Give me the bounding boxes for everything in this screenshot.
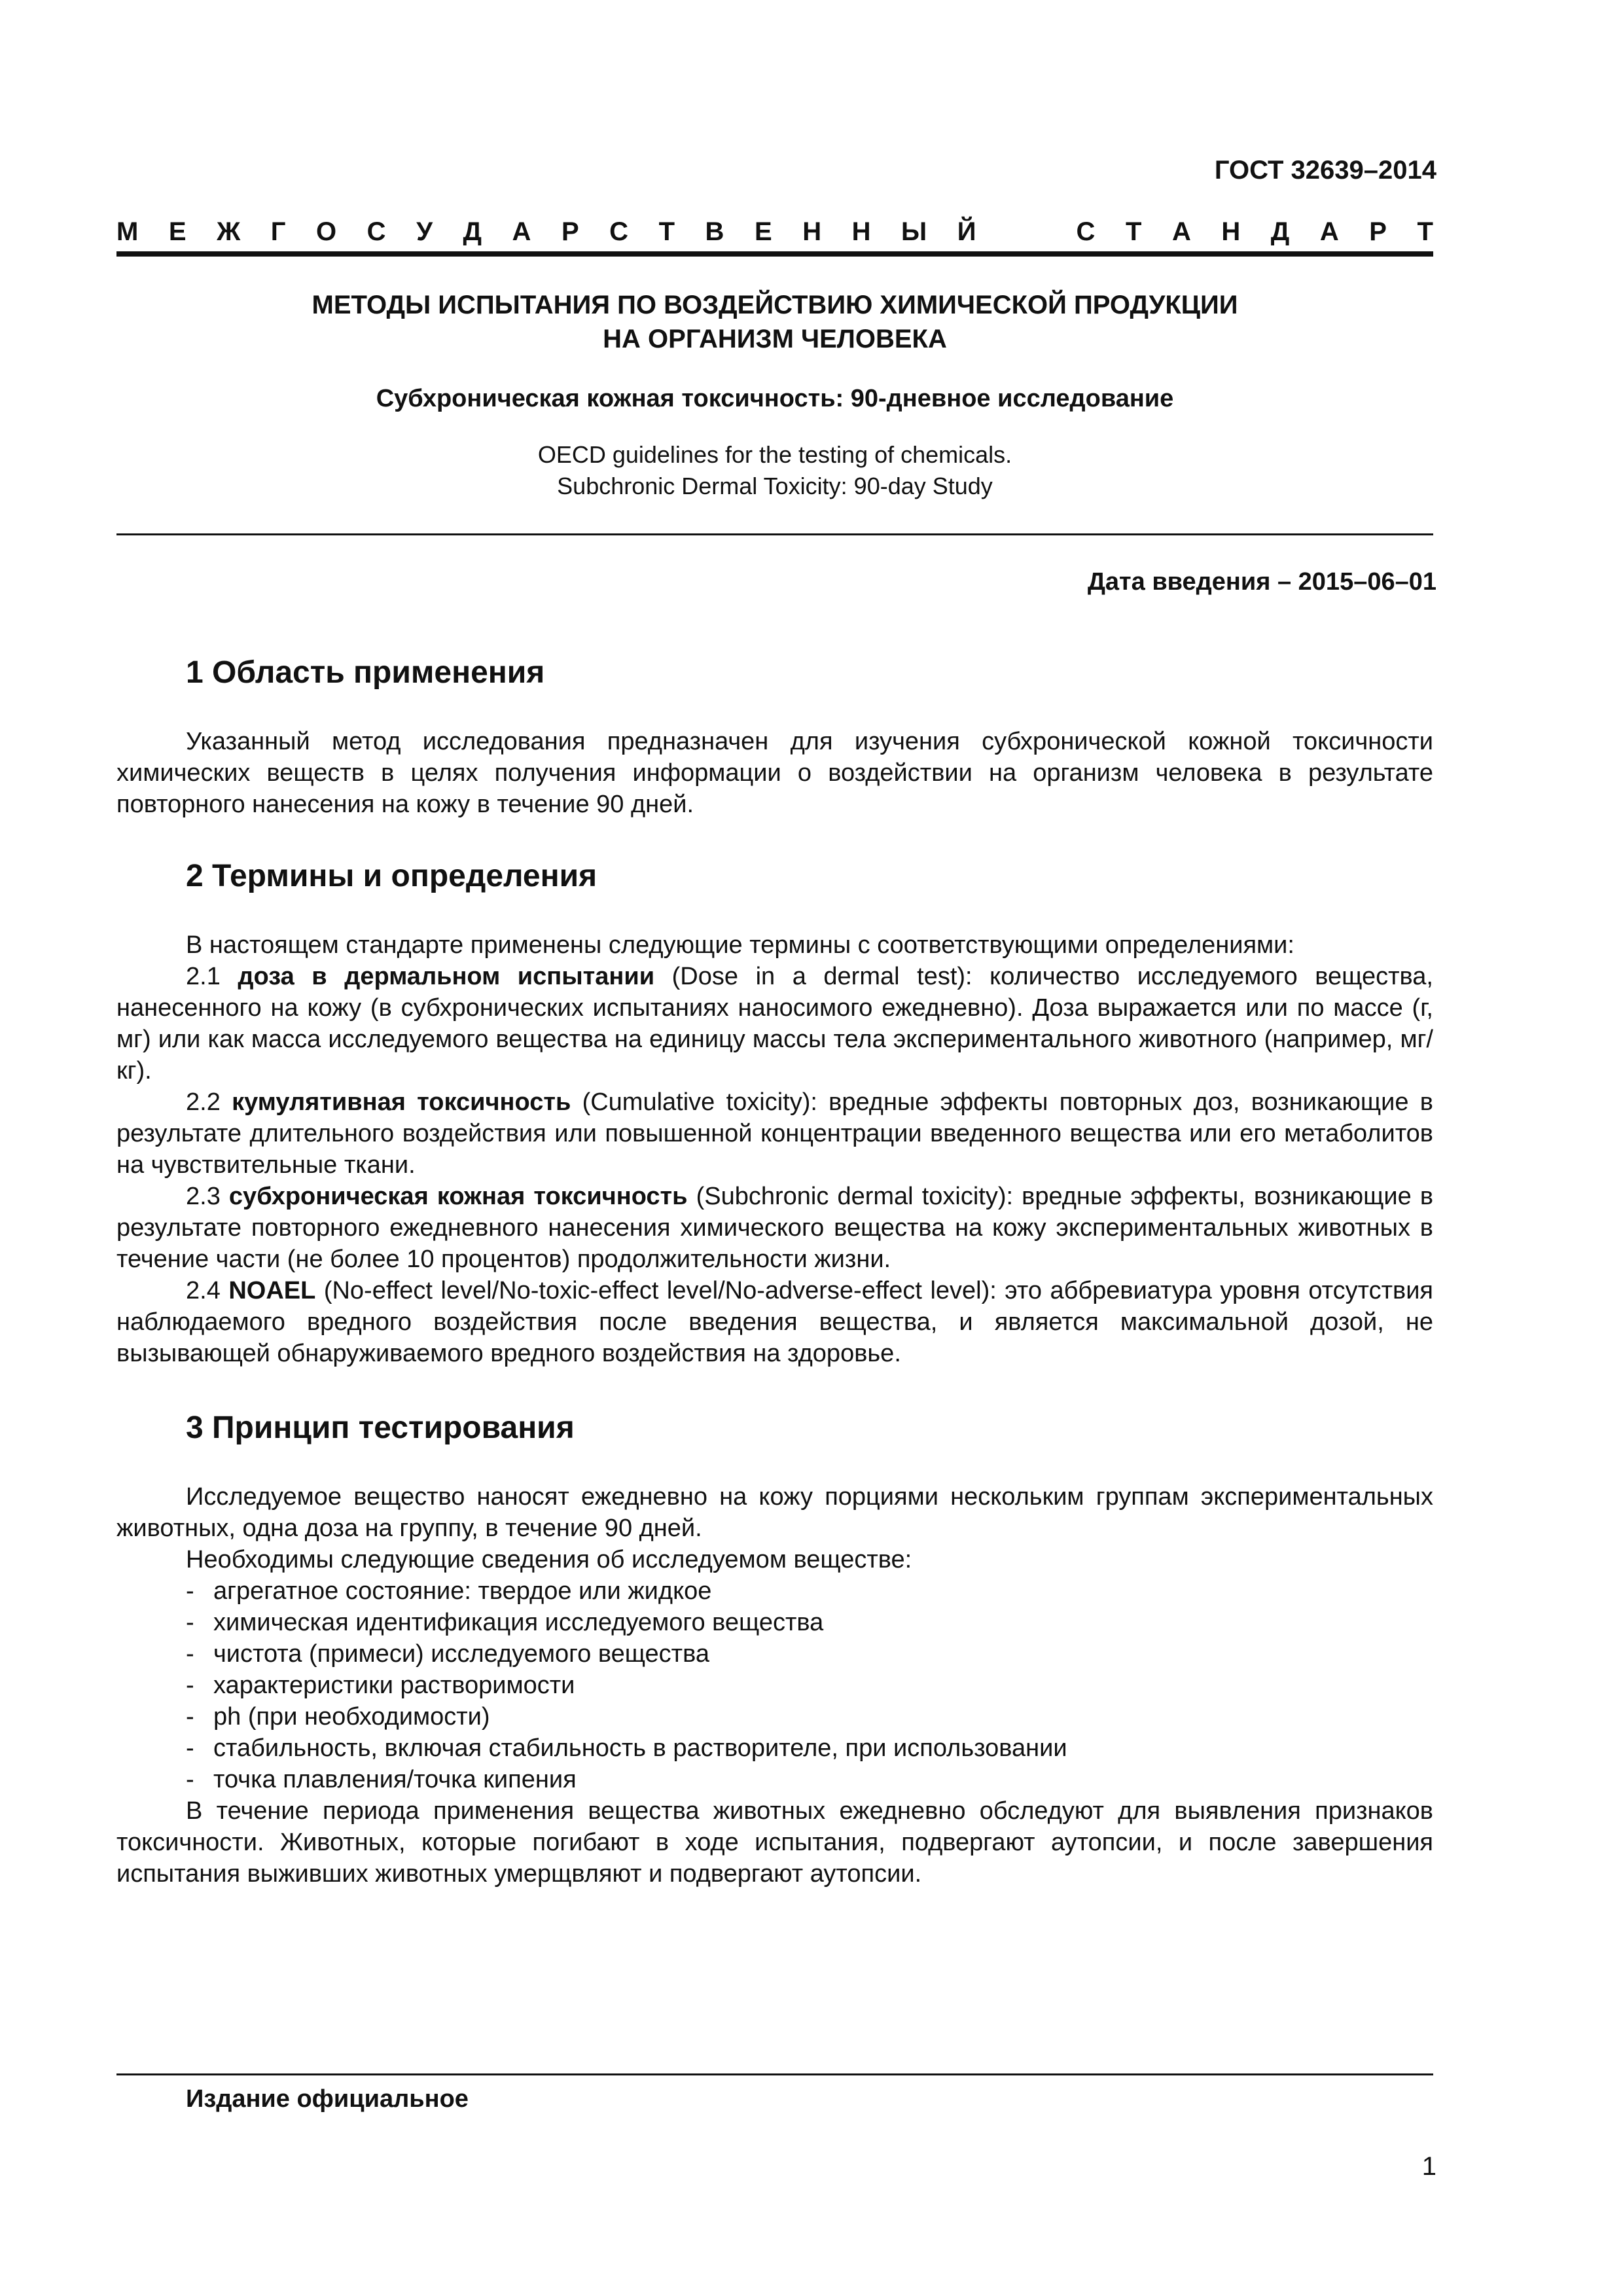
paragraph: Исследуемое вещество наносят ежедневно на кожу порциями нескольким группам экспериментальных животных, одна доза на группу, в течение 90 дней. [116,1483,1433,1542]
title-block [116,288,1433,502]
paragraph: В течение периода применения вещества животных ежедневно обследуют для выявления признаков токсичности. Животных, которые погибают в ходе испытания, подвергают аутопсии, и после завершения испытания выживших животных умерщвляют и подвергают аутопсии. [116,1797,1433,1888]
heading-letter: Е [754,217,772,246]
title-line: МЕТОДЫ ИСПЫТАНИЯ ПО ВОЗДЕЙСТВИЮ ХИМИЧЕСКОЙ ПРОДУКЦИИ [312,291,1238,319]
list-item-text: стабильность, включая стабильность в растворителе, при использовании [213,1734,1067,1762]
heading-letter: Е [168,217,187,246]
document-body [116,655,1433,1890]
list-item-text: точка плавления/точка кипения [213,1766,577,1793]
heading-letter: М [116,217,139,246]
paragraph: В настоящем стандарте применены следующие термины с соответствующими определениями: [186,931,1294,959]
list-item: - химическая идентификация исследуемого вещества [186,1609,824,1636]
heading-letter: Ж [217,217,241,246]
term: доза в дермальном испытании [238,963,655,990]
header-rule [116,251,1433,257]
term-definition [116,1086,1433,1181]
oecd-line: Subchronic Dermal Toxicity: 90-day Study [557,473,993,499]
heading-letter: Н [802,217,822,246]
document-title [116,288,1433,356]
heading-letter: Т [1417,217,1433,246]
list-item-text: чистота (примеси) исследуемого вещества [213,1640,709,1668]
list-item: - стабильность, включая стабильность в растворителе, при использовании [186,1734,1067,1762]
heading-letter: Н [851,217,871,246]
title-rule [116,533,1433,535]
term-number: 2.4 [186,1277,229,1304]
term-number: 2.3 [186,1183,229,1210]
interstate-standard-heading [116,217,1433,247]
heading-letter: У [416,217,433,246]
heading-letter: Д [463,217,482,246]
definition: (Subchronic dermal toxicity): вредные эффекты, возникающие в результате повторного ежедневного нанесения химического вещества на кожу экспериментальных животных в течение части (не более 10 процентов) продолжительности жизни. [116,1183,1434,1273]
document-subtitle: Субхроническая кожная токсичность: 90-дневное исследование [376,385,1174,412]
heading-letter: Д [1270,217,1290,246]
page-number: 1 [1421,2152,1436,2181]
heading-letter: Й [957,217,976,246]
heading-letter: А [1319,217,1339,246]
term-definition [116,1275,1433,1369]
list-item-text: химическая идентификация исследуемого вещества [213,1609,824,1636]
list-item-text: ph (при необходимости) [213,1703,490,1731]
list-item: - ph (при необходимости) [186,1703,490,1731]
list-item: - чистота (примеси) исследуемого вещества [186,1640,709,1668]
heading-letter: В [705,217,724,246]
oecd-reference [116,439,1433,502]
definition: (Dose in a dermal test): количество исследуемого вещества, нанесенного на кожу (в субхронических испытаниях наносимого ежедневно). Доза выражается или по массе (г, мг) или как масса исследуемого вещества на единицу массы тела экспериментального животного (например, мг/кг). [116,963,1433,1085]
list-item: - точка плавления/точка кипения [186,1766,577,1793]
title-line: НА ОРГАНИЗМ ЧЕЛОВЕКА [603,325,947,353]
heading-letter: С [1076,217,1096,246]
list-item: - агрегатное состояние: твердое или жидкое [186,1577,712,1605]
heading-letter: Г [270,217,286,246]
heading-letter: Т [658,217,675,246]
footer-rule [116,2073,1433,2075]
heading-letter: С [609,217,629,246]
heading-letter: А [1171,217,1191,246]
section-heading: 3 Принцип тестирования [186,1410,575,1445]
term-number: 2.2 [186,1088,232,1116]
gost-number: ГОСТ 32639–2014 [1214,156,1436,185]
list-item: - характеристики растворимости [186,1672,575,1699]
introduction-date: Дата введения – 2015–06–01 [1087,568,1436,596]
heading-letter: Р [561,217,579,246]
oecd-line: OECD guidelines for the testing of chemicals. [537,441,1012,468]
heading-letter: Т [1125,217,1142,246]
term-definition [116,1181,1433,1275]
heading-letter: С [366,217,386,246]
paragraph: Указанный метод исследования предназначен для изучения субхронической кожной токсичности химических веществ в целях получения информации о воздействии на организм человека в результате повторного нанесения на кожу в течение 90 дней. [116,728,1433,818]
term: кумулятивная токсичность [232,1088,571,1116]
list-item-text: характеристики растворимости [213,1672,575,1699]
word-gap [1007,217,1046,247]
list-item-text: агрегатное состояние: твердое или жидкое [213,1577,712,1605]
definition: (Cumulative toxicity): вредные эффекты повторных доз, возникающие в результате длительного воздействия или повышенной концентрации введенного вещества или его метаболитов на чувствительные ткани. [116,1088,1433,1179]
term-number: 2.1 [186,963,238,990]
heading-letter: О [315,217,337,246]
section-heading: 2 Термины и определения [186,859,597,893]
edition-label: Издание официальное [186,2085,469,2113]
term: субхроническая кожная токсичность [228,1183,688,1210]
heading-letter: Н [1221,217,1241,246]
term-definition [116,961,1433,1086]
section-heading: 1 Область применения [186,655,545,690]
heading-letter: Р [1369,217,1387,246]
paragraph: Необходимы следующие сведения об исследуемом веществе: [186,1546,912,1573]
heading-letter: Ы [901,217,927,246]
definition: (No-effect level/No-toxic-effect level/No-adverse-effect level): это аббревиатура уровня отсутствия наблюдаемого вредного воздействия после введения вещества, и является максимальной дозой, не вызывающей обнаруживаемого вредного воздействия на здоровье. [116,1277,1433,1367]
term: NOAEL [228,1277,316,1304]
heading-letter: А [512,217,531,246]
